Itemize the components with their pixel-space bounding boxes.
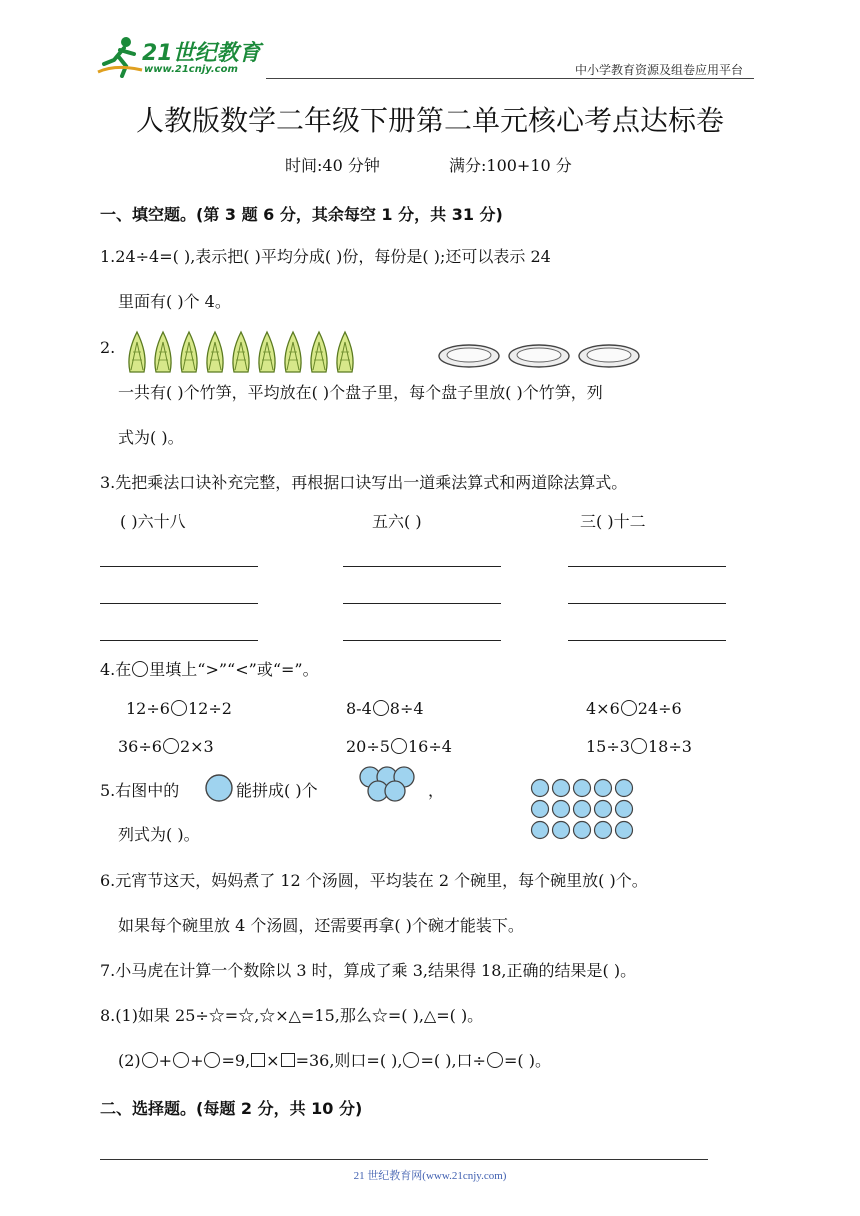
question-6-line-1: 6.元宵节这天，妈妈煮了 12 个汤圆，平均装在 2 个碗里，每个碗里放( )个。 [100,871,648,890]
runner-logo-icon [96,34,144,78]
q8-text-b: =9, [221,1051,251,1070]
compare-item [586,699,682,719]
answer-line[interactable] [100,640,258,641]
compare-right: 18÷3 [647,737,692,756]
compare-circle-icon[interactable] [631,738,647,754]
question-6-line-2: 如果每个碗里放 4 个汤圆，还需要再拿( )个碗才能装下。 [118,916,524,935]
single-circle-image [204,773,234,803]
q8-text-c: × [266,1051,280,1070]
question-4-stem-a: 4.在 [100,660,132,679]
question-4-stem [100,660,319,680]
compare-item [586,737,692,757]
compare-item [126,699,232,719]
section-heading-fill-blank: 一、填空题。(第 3 题 6 分，其余每空 1 分，共 31 分) [100,205,503,224]
compare-right: 2×3 [179,737,214,756]
compare-circle-icon [132,661,148,677]
compare-circle-icon[interactable] [171,700,187,716]
answer-line[interactable] [100,603,258,604]
compare-item [118,737,214,757]
compare-right: 12÷2 [187,699,232,718]
question-5-part-c: ， [428,781,445,800]
square-icon [251,1053,265,1067]
compare-circle-icon[interactable] [391,738,407,754]
answer-line[interactable] [343,566,501,567]
q8-text-f: =( )。 [503,1051,551,1070]
question-8-line-2: (2) + + =9, × =36,则口=( ), =( ),口÷ =( )。 [118,1051,551,1070]
platform-name: 中小学教育资源及组卷应用平台 [575,63,744,77]
q8-text-d: =36,则口=( ), [295,1051,403,1070]
compare-right: 24÷6 [637,699,682,718]
answer-line[interactable] [568,566,726,567]
footer-rule [100,1159,708,1160]
circle-group-image [358,766,416,802]
rhyme-3: 三( )十二 [580,512,646,531]
compare-circle-icon[interactable] [373,700,389,716]
question-5-part-b: 能拼成( )个 [236,781,318,800]
question-2-line-1: 一共有( )个竹笋，平均放在( )个盘子里，每个盘子里放( )个竹笋，列 [118,383,603,402]
compare-right: 8÷4 [389,699,424,718]
footer-text: 21 世纪教育网(www.21cnjy.com) [353,1170,507,1182]
compare-right: 16÷4 [407,737,452,756]
compare-circle-icon[interactable] [621,700,637,716]
question-2-number: 2. [100,338,116,357]
question-5-part-a: 5.右图中的 [100,781,180,800]
header-rule [266,78,754,79]
compare-left: 8-4 [346,699,372,718]
compare-left: 20÷5 [346,737,390,756]
compare-left: 4×6 [586,699,620,718]
site-logo [96,34,266,80]
compare-item [346,699,424,719]
logo-brand-text: 21世纪教育 [142,41,261,66]
question-2-line-2: 式为( )。 [118,428,184,447]
q8-text-e: =( ),口÷ [420,1051,486,1070]
circle-icon [487,1052,503,1068]
compare-item [346,737,452,757]
compare-left: 36÷6 [118,737,162,756]
plates-image [438,343,642,373]
question-4-stem-b: 里填上“>”“<”或“=”。 [149,660,319,679]
exam-time: 时间:40 分钟 [285,156,380,175]
circle-icon [142,1052,158,1068]
rhyme-2: 五六( ) [372,512,422,531]
logo-url-text: www.21cnjy.com [144,64,238,75]
circle-grid-image [530,778,634,840]
square-icon [281,1053,295,1067]
question-8-line-1: 8.(1)如果 25÷☆=☆,☆×△=15,那么☆=( ),△=( )。 [100,1006,484,1025]
circle-icon [173,1052,189,1068]
rhyme-1: ( )六十八 [120,512,186,531]
compare-left: 15÷3 [586,737,630,756]
exam-score: 满分:100+10 分 [449,156,572,175]
answer-line[interactable] [343,640,501,641]
answer-line[interactable] [100,566,258,567]
answer-line[interactable] [568,603,726,604]
question-3-stem: 3.先把乘法口诀补充完整，再根据口诀写出一道乘法算式和两道除法算式。 [100,473,628,492]
circle-icon [204,1052,220,1068]
answer-line[interactable] [343,603,501,604]
circle-icon [403,1052,419,1068]
question-1-line-1: 1.24÷4=( ),表示把( )平均分成( )份，每份是( );还可以表示 24 [100,247,551,266]
compare-circle-icon[interactable] [163,738,179,754]
question-5-line-2: 列式为( )。 [118,825,200,844]
question-1-line-2: 里面有( )个 4。 [118,292,231,311]
compare-left: 12÷6 [126,699,170,718]
question-7: 7.小马虎在计算一个数除以 3 时，算成了乘 3,结果得 18,正确的结果是( )。 [100,961,637,980]
answer-line[interactable] [568,640,726,641]
q8-part-label: (2) [118,1051,141,1070]
section-heading-choice: 二、选择题。(每题 2 分，共 10 分) [100,1099,363,1118]
bamboo-shoots-image [126,330,366,374]
page-title: 人教版数学二年级下册第二单元核心考点达标卷 [135,104,724,137]
